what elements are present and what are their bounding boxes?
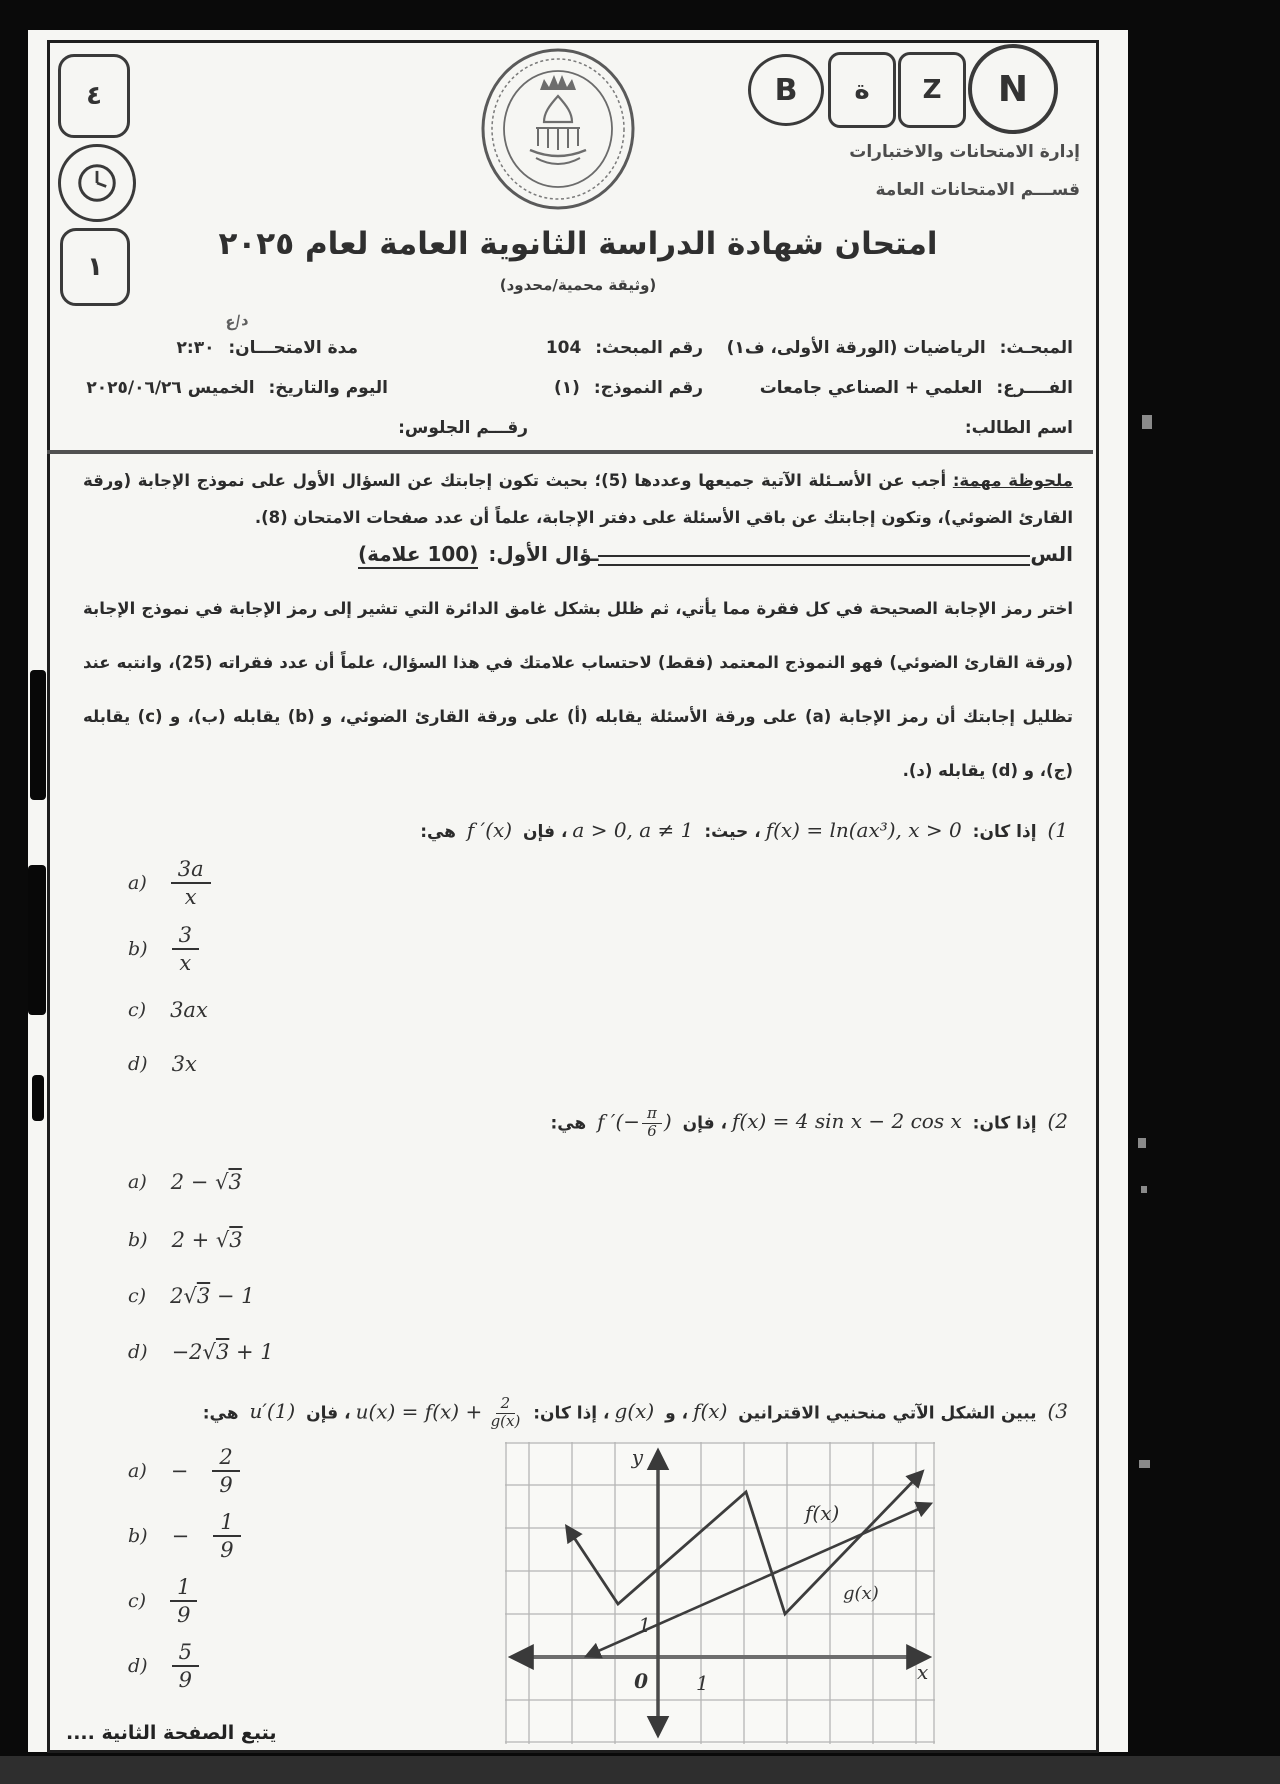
student-name-label: اسم الطالب: (964, 418, 1073, 438)
fraction-numerator: 5 (172, 1640, 199, 1667)
q2-math-2-pre: f ′(− (597, 1109, 641, 1134)
value-pre: −2 (171, 1340, 203, 1364)
q2-text-2: ، فإن (682, 1113, 728, 1134)
branch-field (760, 378, 1073, 398)
q2-option-d (128, 1340, 274, 1364)
q3-option-d-label: d) (128, 1655, 148, 1678)
subject-label: المبحـث: (999, 338, 1073, 358)
fraction-denominator: 9 (220, 1538, 234, 1563)
question-3 (203, 1396, 1073, 1430)
q3-text-3: ، إذا كان: (533, 1403, 610, 1424)
section-pre: الس (1030, 542, 1073, 566)
duration-field (177, 338, 358, 358)
scan-speck-3 (1141, 1186, 1147, 1193)
section-kashida (598, 555, 1030, 566)
scan-bottom-band (0, 1756, 1280, 1784)
corner-code-top: ٤ (86, 81, 102, 111)
q3-option-c (128, 1575, 197, 1627)
seat-number-field (390, 418, 528, 438)
code-b: B (774, 72, 798, 108)
department-line-2: قســـم الامتحانات العامة (875, 180, 1080, 200)
radicand: 3 (228, 1170, 242, 1194)
fraction-sign: − (171, 1524, 190, 1549)
q3-text-1: يبين الشكل الآتي منحنيي الاقترانين (738, 1403, 1037, 1424)
q3-option-b-fraction (213, 1510, 240, 1562)
scan-speck-2 (1138, 1138, 1146, 1148)
q3-option-d-fraction (172, 1640, 199, 1692)
header-divider (47, 450, 1093, 454)
q1-math-3: f ′(x) (466, 818, 513, 842)
fraction-numerator: 3a (171, 857, 211, 884)
origin-label: 0 (634, 1669, 648, 1693)
radicand: 3 (215, 1340, 230, 1364)
fraction-sign: − (170, 1459, 189, 1484)
note-lead: ملحوظة مهمة: (952, 471, 1073, 490)
seat-number-label: رقـــم الجلوس: (398, 418, 528, 438)
q3-math-1: f(x) (693, 1399, 728, 1424)
q3-inline-fraction (491, 1396, 521, 1430)
branch-value: العلمي + الصناعي جامعات (759, 378, 983, 398)
fraction-denominator: g(x) (490, 1411, 521, 1430)
code-n: N (997, 68, 1029, 110)
clock-icon (74, 160, 120, 206)
q2-option-b-label: b) (128, 1229, 148, 1251)
q3-option-a (128, 1445, 240, 1497)
value-pre: 2 + (171, 1228, 216, 1252)
value-post: + 1 (229, 1340, 274, 1364)
q1-option-b (128, 923, 199, 975)
q2-option-d-label: d) (128, 1341, 148, 1363)
question-1 (420, 818, 1073, 842)
q1-number: (1 (1047, 818, 1068, 842)
q2-option-b-value: 2 + √3 (171, 1228, 243, 1252)
important-note (83, 462, 1073, 536)
q2-text-3: هي: (550, 1113, 587, 1134)
value-pre: 2 (170, 1284, 184, 1308)
q1-text-4: هي: (420, 822, 456, 842)
fraction-denominator: 9 (178, 1668, 192, 1693)
note-body: أجب عن الأسـئلة الآتية جميعها وعددها (5)؛ بحيث تكون إجابتك عن السؤال الأول على نموذج الإجابة (ورقة القارئ الضوئي)، وتكون إجابتك عن باقي الأسئلة على دفتر الإجابة، علماً أن عدد صفحات الامتحان (8). (83, 471, 1073, 527)
y-axis-label: y (631, 1445, 643, 1469)
q3-option-b (128, 1510, 241, 1562)
subject-field (727, 338, 1073, 358)
value-post: − 1 (210, 1284, 255, 1308)
fraction-numerator: 1 (213, 1510, 240, 1537)
q1-text-3: ، فإن (523, 822, 568, 842)
q2-option-c-value: 2√3 − 1 (170, 1284, 255, 1308)
scan-speck-1 (1142, 415, 1152, 429)
q3-text-4: ، فإن (306, 1403, 351, 1424)
clock-circle (58, 144, 136, 222)
branch-label: الفــــرع: (996, 378, 1073, 398)
q1-text-1: إذا كان: (972, 822, 1037, 842)
q1-option-d (128, 1052, 197, 1076)
q1-option-c (128, 998, 208, 1022)
code-n-circle (968, 44, 1058, 134)
model-value: (١) (553, 378, 580, 398)
fraction-denominator: 9 (219, 1473, 233, 1498)
q3-math-3 (356, 1396, 523, 1430)
subject-no-value: 104 (545, 338, 582, 358)
date-label: اليوم والتاريخ: (268, 378, 388, 398)
f-curve-label: f(x) (805, 1501, 840, 1525)
q2-math-2-post: ) (663, 1109, 672, 1134)
fraction-denominator: 6 (647, 1121, 657, 1140)
fraction-denominator: x (184, 885, 197, 910)
department-line-1: إدارة الامتحانات والاختبارات (849, 142, 1080, 162)
x-tick-1: 1 (696, 1671, 709, 1695)
code-z: Z (922, 75, 942, 105)
q3-figure-graph (505, 1442, 935, 1744)
fraction-numerator: 2 (212, 1445, 239, 1472)
scan-artifact-left-1 (30, 670, 46, 800)
section-marks: (100 علامة) (358, 542, 478, 569)
section-heading (358, 542, 1073, 569)
exam-title: امتحان شهادة الدراسة الثانوية العامة لعام ٢٠٢٥ (218, 226, 938, 262)
q1-option-c-label: c) (128, 999, 147, 1021)
q2-option-a (128, 1170, 242, 1194)
code-b-circle (748, 54, 824, 126)
q1-option-d-value: 3x (171, 1052, 197, 1076)
q2-option-d-value: −2√3 + 1 (171, 1340, 274, 1364)
q2-math-1: f(x) = 4 sin x − 2 cos x (732, 1109, 962, 1134)
q1-option-a-label: a) (128, 872, 147, 895)
scan-artifact-left-2 (28, 865, 46, 1015)
code-ta: ة (854, 75, 870, 105)
q1-option-b-label: b) (128, 938, 148, 961)
handwritten-mark: د/ع (223, 310, 250, 332)
q3-option-a-fraction (212, 1445, 239, 1497)
q1-option-a-fraction (171, 857, 211, 909)
q2-option-a-value: 2 − √3 (170, 1170, 242, 1194)
fraction-denominator: x (179, 951, 192, 976)
q2-number: (2 (1047, 1109, 1068, 1134)
q3-option-b-label: b) (128, 1525, 148, 1548)
ministry-seal-icon (478, 46, 638, 212)
scan-artifact-left-3 (32, 1075, 44, 1121)
model-label: رقم النموذج: (593, 378, 703, 398)
intro-paragraph: اختر رمز الإجابة الصحيحة في كل فقرة مما يأتي، ثم ظلل بشكل غامق الدائرة التي تشير إلى رمز الإجابة في نموذج الإجابة (ورقة القارئ الضوئي) فهو النموذج المعتمد (فقط) لاحتساب علامتك في هذا السؤال، علماً أن عدد فقراته (25)، وانتبه عند تظليل إجابتك أن رمز الإجابة (a) على ورقة الأسئلة يقابله (أ) على ورقة القارئ الضوئي، و (b) يقابله (ب)، و (c) يقابله (ج)، و (d) يقابله (د). (83, 599, 1073, 780)
q2-math-2 (597, 1106, 672, 1140)
subject-no-label: رقم المبحث: (595, 338, 703, 358)
date-value: الخميس ٢٠٢٥/٠٦/٢٦ (86, 378, 255, 398)
subject-no-field (546, 338, 703, 358)
section-post: ـؤال الأول: (488, 542, 599, 566)
q1-option-d-label: d) (128, 1053, 148, 1075)
q1-option-b-fraction (172, 923, 199, 975)
fraction-numerator: 2 (496, 1396, 516, 1414)
model-field (554, 378, 703, 398)
q3-math-3-pre: u(x) = f(x) + (355, 1399, 483, 1424)
g-line-label: g(x) (843, 1583, 879, 1604)
q3-text-5: هي: (202, 1403, 239, 1424)
code-z-box (898, 52, 966, 128)
date-field (86, 378, 388, 398)
fraction-denominator: 9 (177, 1603, 191, 1628)
q2-inline-fraction (642, 1106, 662, 1140)
question-2 (550, 1106, 1073, 1140)
q1-math-2: a > 0, a ≠ 1 (572, 818, 694, 842)
q3-math-4: u′(1) (249, 1399, 296, 1424)
q3-text-2: ، و (665, 1403, 689, 1424)
q1-option-c-value: 3ax (170, 998, 208, 1022)
y-tick-1: 1 (638, 1613, 651, 1637)
duration-label: مدة الامتحـــان: (228, 338, 358, 358)
x-axis-label: x (917, 1660, 929, 1684)
q2-option-a-label: a) (128, 1171, 147, 1193)
q2-option-b (128, 1228, 243, 1252)
q1-math-1: f(x) = ln(ax³), x > 0 (765, 818, 962, 842)
fraction-numerator: 1 (170, 1575, 197, 1602)
q3-option-a-label: a) (128, 1460, 147, 1483)
subject-value: الرياضيات (الورقة الأولى، ف١) (726, 338, 986, 358)
value-pre: 2 − (170, 1170, 216, 1194)
scan-speck-4 (1139, 1460, 1150, 1468)
q1-text-2: ، حيث: (704, 822, 761, 842)
q2-text-1: إذا كان: (972, 1113, 1037, 1134)
corner-code-bottom: ١ (87, 252, 103, 282)
exam-subtitle: (وثيقة محمية/محدود) (499, 276, 657, 294)
student-name-field (957, 418, 1073, 438)
q2-option-c-label: c) (128, 1285, 147, 1307)
q3-option-d (128, 1640, 199, 1692)
q3-math-2: g(x) (614, 1399, 655, 1424)
radicand: 3 (229, 1228, 243, 1252)
q3-number: (3 (1047, 1399, 1068, 1424)
radicand: 3 (196, 1284, 211, 1308)
q2-option-c (128, 1284, 255, 1308)
exam-page (28, 30, 1128, 1752)
q1-option-a (128, 857, 211, 909)
code-ta-box (828, 52, 896, 128)
q3-option-c-fraction (170, 1575, 197, 1627)
q3-option-c-label: c) (128, 1590, 147, 1613)
corner-code-top-box (58, 54, 130, 138)
fraction-numerator: π (642, 1106, 662, 1124)
duration-value: ٢:٣٠ (176, 338, 215, 358)
page-footer: يتبع الصفحة الثانية .... (66, 1722, 277, 1744)
fraction-numerator: 3 (172, 923, 199, 950)
